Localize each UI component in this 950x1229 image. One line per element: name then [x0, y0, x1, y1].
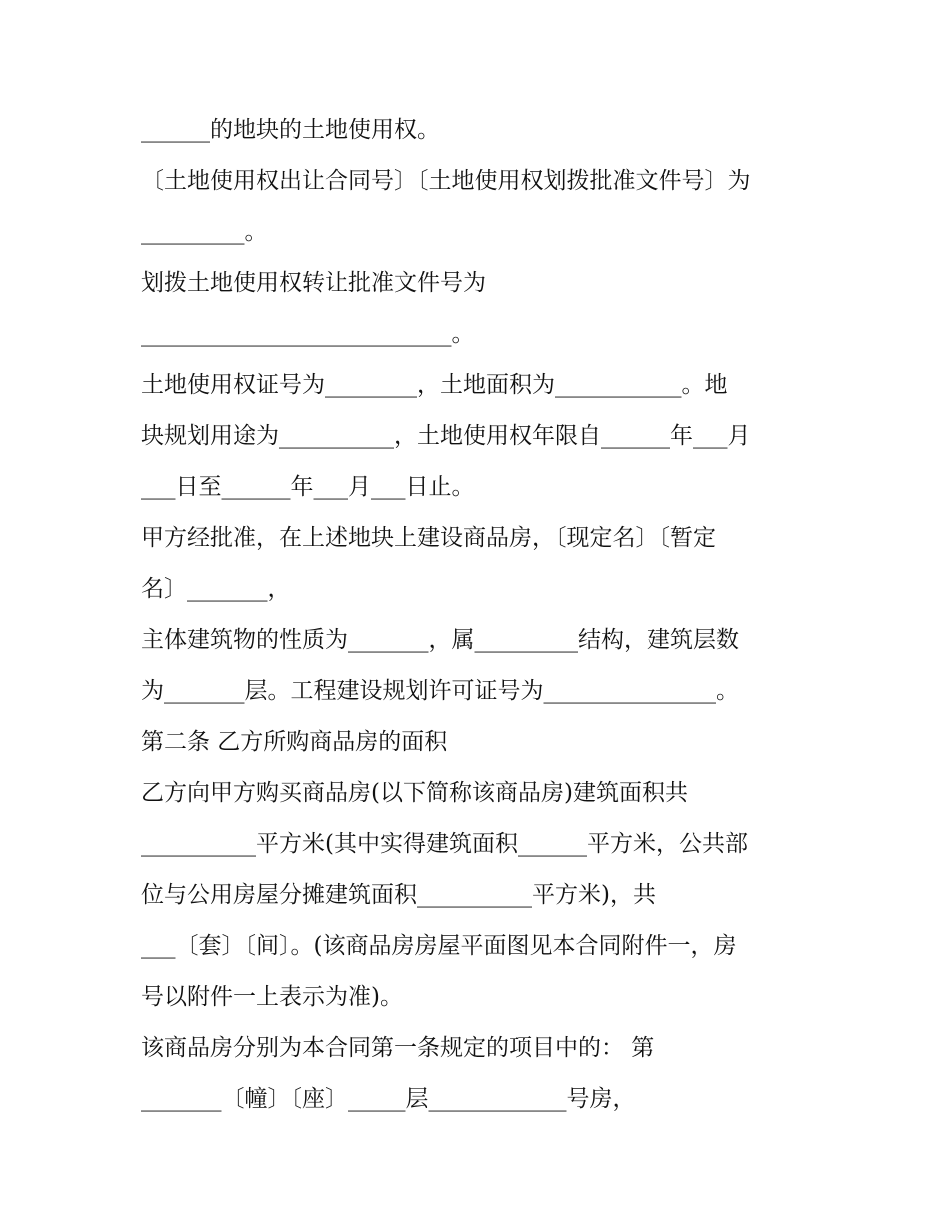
text-line: 土地使用权证号为________，土地面积为___________。地: [141, 372, 728, 398]
text-line: 该商品房分别为本合同第一条规定的项目中的： 第: [141, 1035, 655, 1061]
text-line: 主体建筑物的性质为_______，属_________结构，建筑层数: [141, 627, 739, 653]
text-line: ___________________________。: [141, 321, 475, 347]
text-line: 划拨土地使用权转让批准文件号为: [141, 270, 486, 296]
text-line: 块规划用途为__________，土地使用权年限自______年___月: [141, 423, 751, 449]
text-line: 〔土地使用权出让合同号〕〔土地使用权划拨批准文件号〕为: [141, 168, 751, 194]
section-heading: 第二条 乙方所购商品房的面积: [141, 729, 448, 755]
text-line: ______的地块的土地使用权。: [141, 117, 440, 143]
text-line: __________平方米(其中实得建筑面积______平方米，公共部: [141, 831, 748, 857]
text-line: _______〔幢〕〔座〕_____层____________号房，: [141, 1086, 636, 1112]
text-line: 甲方经批准，在上述地块上建设商品房，〔现定名〕〔暂定: [141, 525, 716, 551]
text-line: 为_______层。工程建设规划许可证号为_______________。: [141, 678, 739, 704]
text-line: ___〔套〕〔间〕。(该商品房房屋平面图见本合同附件一，房: [141, 933, 737, 959]
text-line: _________。: [141, 219, 268, 245]
text-line: 号以附件一上表示为准)。: [141, 984, 403, 1010]
text-line: ___日至______年___月___日止。: [141, 474, 475, 500]
text-line: 位与公用房屋分摊建筑面积__________平方米)，共: [141, 882, 656, 908]
text-line: 名〕_______，: [141, 576, 291, 602]
text-line: 乙方向甲方购买商品房(以下简称该商品房)建筑面积共: [141, 780, 688, 806]
